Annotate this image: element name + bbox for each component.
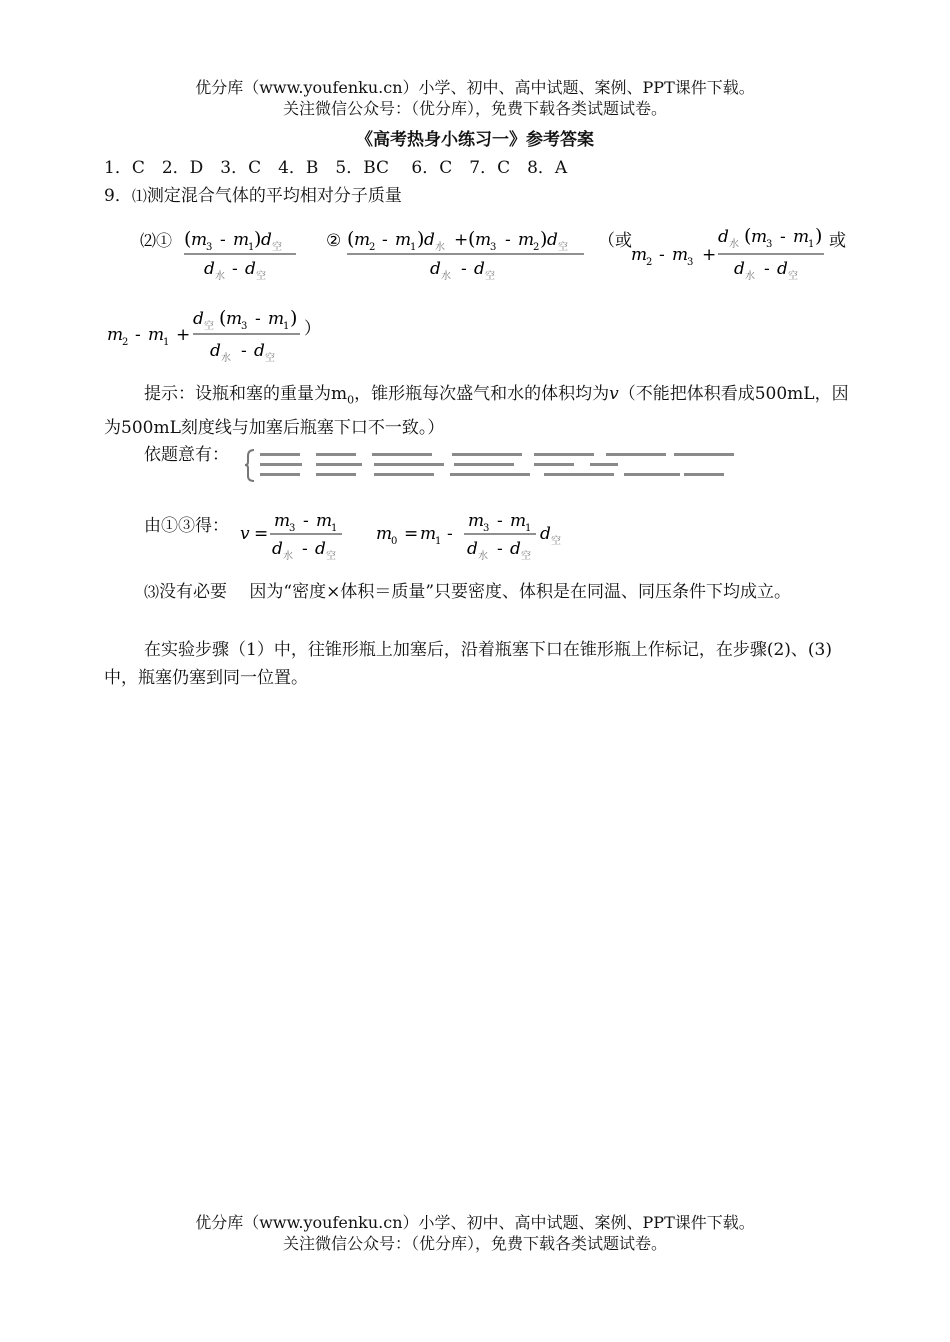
fb-den-air: 空 <box>485 271 495 282</box>
fc-minus: - <box>659 245 665 265</box>
fc-plus: + <box>702 245 717 265</box>
fb-d-water-sub: 水 <box>435 242 445 253</box>
fd-den-minus: - <box>241 341 247 361</box>
fa-den-minus: - <box>232 259 238 279</box>
part2-label: ⑵① <box>140 231 173 250</box>
fd-den-air: 空 <box>265 353 275 364</box>
fc-den-minus: - <box>764 259 770 279</box>
fa-m3-sub: 3 <box>206 242 213 253</box>
fm-den-water: 水 <box>478 551 488 562</box>
fc-m2: m <box>631 245 648 265</box>
fv-den-d2: d <box>315 539 326 559</box>
fb-d-air-sub: 空 <box>558 242 568 253</box>
formula-row-1 <box>104 220 850 286</box>
formula-row-3 <box>236 506 576 566</box>
fb-m2b-sub: 2 <box>533 242 540 253</box>
fm-m1-sub: 1 <box>435 536 442 547</box>
fc-den-air: 空 <box>788 271 798 282</box>
fc-m1-sub: 1 <box>808 239 815 250</box>
fb-m2: m <box>354 230 371 250</box>
from-label: 由①③得： <box>144 516 229 536</box>
hint-paragraph <box>104 380 850 442</box>
hint-text-c: （不能把体积看成500mL，因为500mL刻度线与加塞后瓶塞下口不一致。） <box>104 384 849 439</box>
fa-d-air-sub: 空 <box>272 242 282 253</box>
fraction-v <box>240 511 342 562</box>
fd-den-d2: d <box>254 341 265 361</box>
fa-den-d2: d <box>245 259 256 279</box>
fc-d-water: d <box>718 227 729 247</box>
fm-den-air: 空 <box>521 551 531 562</box>
fm-minus: - <box>447 524 453 544</box>
fm-m1b-sub: 1 <box>525 523 532 534</box>
q9-part1-text: 测定混合气体的平均相对分子质量 <box>146 186 402 206</box>
q9-part1-number: ⑴ <box>131 187 147 205</box>
fb-m3: m <box>475 230 492 250</box>
fd-d-air: d <box>193 309 204 329</box>
fm-eq: = <box>404 524 419 544</box>
hint-v: v <box>609 384 619 404</box>
fb-rp2: ) <box>540 228 548 250</box>
fc-den-water: 水 <box>745 271 755 282</box>
fa-den-d1: d <box>204 259 215 279</box>
fraction-a <box>184 228 296 282</box>
footer-banner <box>0 1212 950 1254</box>
fraction-d <box>107 307 300 364</box>
fm-d-air-sub: 空 <box>551 536 561 547</box>
fm-m1b: m <box>510 511 527 531</box>
part3-text: 没有必要 因为“密度×体积＝质量”只要密度、体积是在同温、同压条件下均成立。 <box>159 582 792 602</box>
fb-lp1: ( <box>347 228 355 250</box>
fv-den-air: 空 <box>326 551 336 562</box>
fc-den-d1: d <box>734 259 745 279</box>
fa-den-water: 水 <box>215 271 225 282</box>
fb-m1-sub: 1 <box>410 242 417 253</box>
fd-m1-sub: 1 <box>163 337 170 348</box>
fd-m3: m <box>226 309 243 329</box>
row2-close: ） <box>304 319 321 339</box>
fm-m0-sub: 0 <box>391 536 398 547</box>
fv-m3: m <box>274 511 291 531</box>
fa-minus: - <box>220 230 226 250</box>
footer-line-1: 优分库（www.youfenku.cn）小学、初中、高中试题、案例、PPT课件下载。 <box>195 1213 755 1232</box>
fa-m1-sub: 1 <box>248 242 255 253</box>
fa-rp: ) <box>254 228 262 250</box>
fb-den-water: 水 <box>441 271 451 282</box>
fc-d-water-sub: 水 <box>729 239 739 250</box>
fv-v: v <box>240 524 250 544</box>
fm-m1: m <box>420 524 437 544</box>
page-title: 《高考热身小练习一》参考答案 <box>356 130 594 150</box>
fd-rp: ) <box>290 307 298 329</box>
fd-m1b-sub: 1 <box>283 321 290 332</box>
fd-m2: m <box>107 325 124 345</box>
fv-m1: m <box>316 511 333 531</box>
fm-m0: m <box>376 524 393 544</box>
fb-minus2: - <box>505 230 511 250</box>
fd-lp: ( <box>219 307 227 329</box>
fd-m3-sub: 3 <box>241 321 248 332</box>
or-word: 或 <box>829 231 846 251</box>
fc-m3-sub: 3 <box>687 257 694 268</box>
fm-minus2: - <box>497 511 503 531</box>
fc-lp: ( <box>744 225 752 247</box>
fa-lp: ( <box>184 228 192 250</box>
fd-m2-sub: 2 <box>122 337 129 348</box>
fd-m1: m <box>148 325 165 345</box>
fm-m3-sub: 3 <box>483 523 490 534</box>
fb-m2-sub: 2 <box>369 242 376 253</box>
fd-den-d1: d <box>210 341 221 361</box>
fb-m1: m <box>395 230 412 250</box>
answers-line: 1．C 2．D 3．C 4．B 5．BC 6．C 7．C 8．A <box>104 158 568 178</box>
hint-label: 提示： <box>144 384 195 404</box>
q9-part1 <box>104 186 402 206</box>
fb-den-minus: - <box>461 259 467 279</box>
fc-m1: m <box>793 227 810 247</box>
fb-d-air: d <box>547 230 558 250</box>
fc-den-d2: d <box>777 259 788 279</box>
hint-sub0: 0 <box>347 393 355 407</box>
fv-den-d1: d <box>272 539 283 559</box>
header-line-2: 关注微信公众号：（优分库），免费下载各类试题试卷。 <box>282 99 667 118</box>
fm-den-d2: d <box>510 539 521 559</box>
fd-den-water: 水 <box>221 353 231 364</box>
fv-den-minus: - <box>302 539 308 559</box>
fc-m3: m <box>672 245 689 265</box>
fb-m3-sub: 3 <box>490 242 497 253</box>
fv-minus: - <box>303 511 309 531</box>
fa-den-air: 空 <box>256 271 266 282</box>
fv-m1-sub: 1 <box>331 523 338 534</box>
fb-m2b: m <box>518 230 535 250</box>
fraction-c <box>631 225 824 282</box>
fb-rp1: ) <box>417 228 425 250</box>
fa-m1: m <box>233 230 250 250</box>
fd-plus: + <box>176 325 191 345</box>
fv-eq: = <box>254 524 269 544</box>
yiti-label: 依题意有： <box>144 445 229 465</box>
fd-m1b: m <box>268 309 285 329</box>
fc-m2-sub: 2 <box>646 257 653 268</box>
fb-d-water: d <box>424 230 435 250</box>
footer-line-2: 关注微信公众号：（优分库），免费下载各类试题试卷。 <box>282 1234 667 1253</box>
fb-den-d2: d <box>474 259 485 279</box>
part3-number: ⑶ <box>144 583 160 601</box>
fc-m3b-sub: 3 <box>766 239 773 250</box>
fb-minus1: - <box>382 230 388 250</box>
fraction-b <box>347 228 584 282</box>
fm-d-air: d <box>540 524 551 544</box>
fb-lp2: ( <box>468 228 476 250</box>
fb-den-d1: d <box>430 259 441 279</box>
final-paragraph: 在实验步骤（1）中，往锥形瓶上加塞后，沿着瓶塞下口在锥形瓶上作标记，在步骤(2)、(3)中，瓶塞仍塞到同一位置。 <box>104 640 832 688</box>
fm-den-d1: d <box>467 539 478 559</box>
header-line-1: 优分库（www.youfenku.cn）小学、初中、高中试题、案例、PPT课件下载。 <box>195 78 755 97</box>
fd-minus2: - <box>255 309 261 329</box>
fv-den-water: 水 <box>283 551 293 562</box>
fv-m3-sub: 3 <box>289 523 296 534</box>
part2-circle2: ② <box>326 231 342 251</box>
or-open: （或 <box>598 231 632 251</box>
fm-den-minus: - <box>497 539 503 559</box>
hint-text-b: ，锥形瓶每次盛气和水的体积均为 <box>354 384 610 404</box>
part3-paragraph <box>104 578 850 606</box>
fc-m3b: m <box>751 227 768 247</box>
fc-rp: ) <box>815 225 823 247</box>
fb-plus: + <box>454 230 469 250</box>
fc-minus2: - <box>780 227 786 247</box>
fa-d-air: d <box>261 230 272 250</box>
formula-row-2 <box>104 308 344 368</box>
header-banner <box>0 77 950 119</box>
fd-minus: - <box>135 325 141 345</box>
q9-label: 9． <box>104 186 132 206</box>
fm-m3: m <box>468 511 485 531</box>
fa-m3: m <box>191 230 208 250</box>
fd-d-air-sub: 空 <box>204 321 214 332</box>
equation-system-image <box>244 446 744 484</box>
fraction-m0 <box>376 511 561 562</box>
hint-text-a: 设瓶和塞的重量为m <box>195 384 348 404</box>
